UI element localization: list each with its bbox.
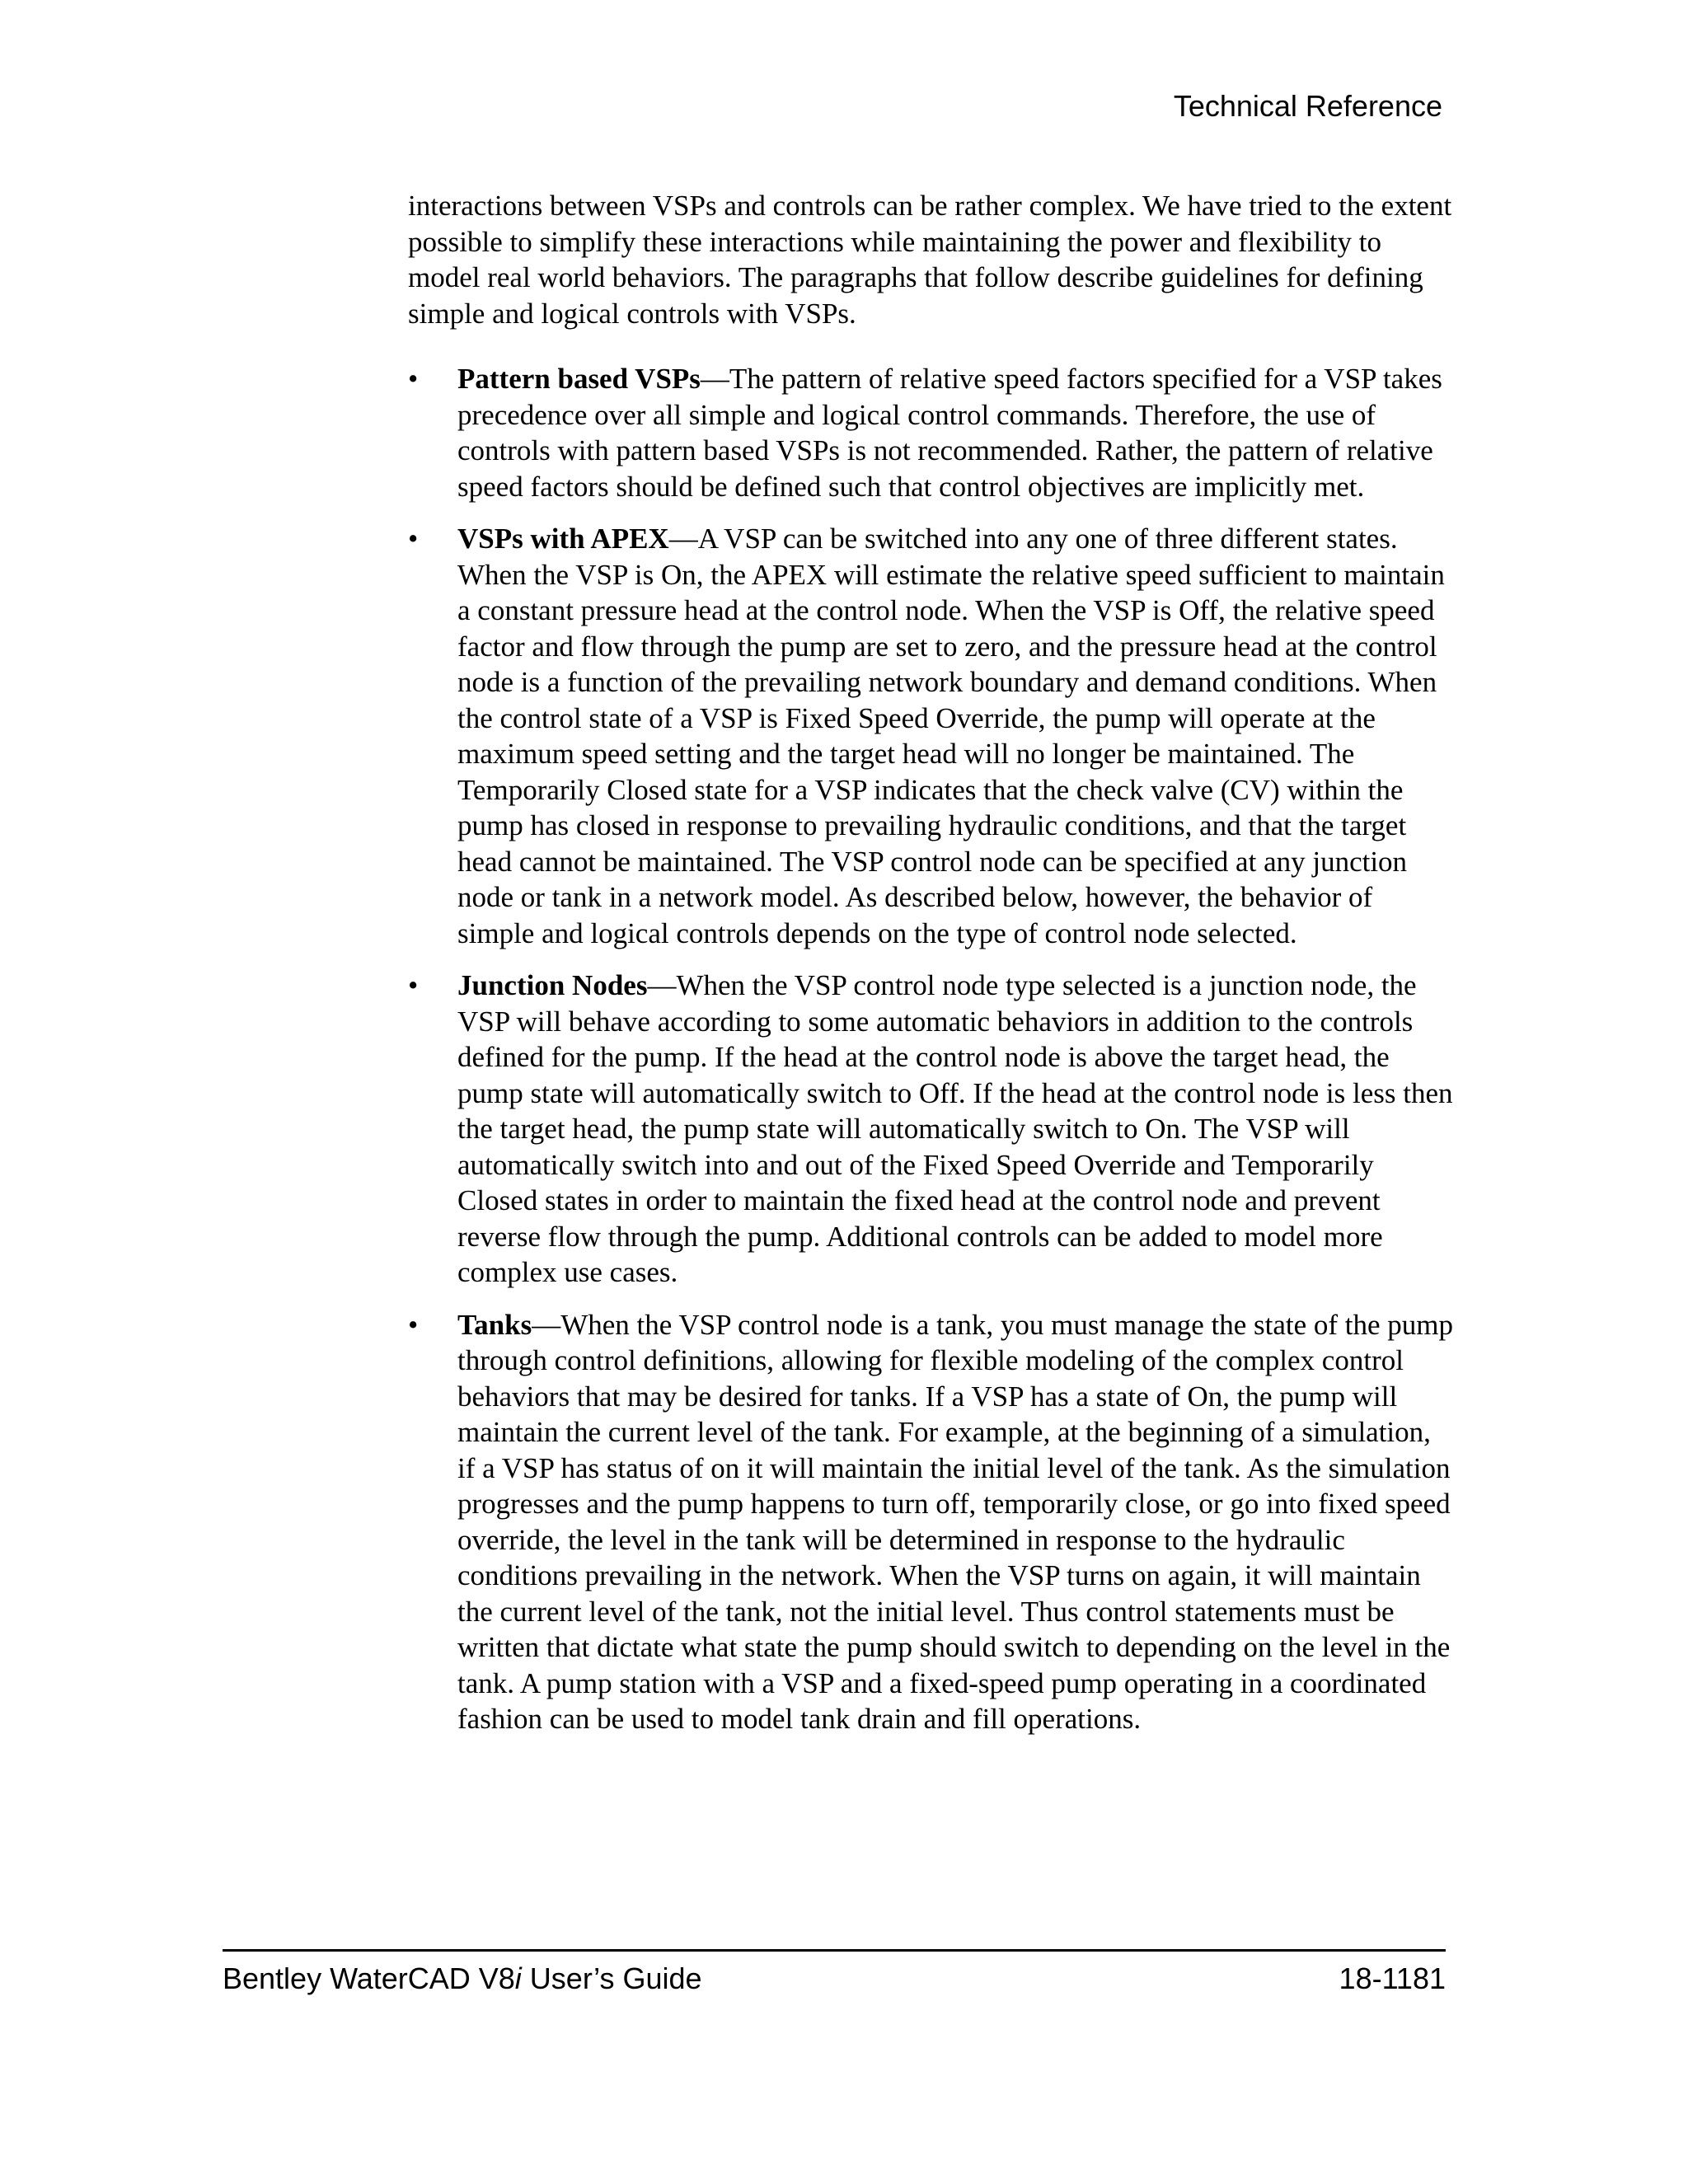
- footer-rule: [223, 1949, 1446, 1952]
- intro-paragraph: interactions between VSPs and controls can be rather complex. We have tried to the extent possible to simplify these interactions while maintaining the power and flexibility to model real world behaviors. The paragraphs that follow describe guidelines for defining simple and logical controls with VSPs.: [408, 190, 1452, 330]
- footer-title-suffix: User’s Guide: [521, 1961, 702, 1995]
- bullet-text: —The pattern of relative speed factors specified for a VSP takes precedence over all simple and logical control commands. Therefore, the use of controls with pattern based VSPs is not recommended. Rather, the pattern of relative speed factors should be defined such that control objectives are implicitly met.: [457, 363, 1442, 503]
- running-head: Technical Reference: [1173, 89, 1442, 123]
- bullet-text: —When the VSP control node type selected is a junction node, the VSP will behave according to some automatic behaviors in addition to the controls defined for the pump. If the head at the control node is above the target head, the pump state will automatically switch to Off. If the head at the control node is less then the target head, the pump state will automatically switch to On. The VSP will automatically switch into and out of the Fixed Speed Override and Temporarily Closed states in order to maintain the fixed head at the control node and prevent reverse flow through the pump. Additional controls can be added to model more complex use cases.: [457, 969, 1453, 1288]
- bullet-marker: •: [408, 363, 419, 395]
- body-text: [408, 188, 1455, 1754]
- bullet-marker: •: [408, 969, 419, 1001]
- bullet-marker: •: [408, 523, 419, 555]
- bullet-list: [408, 361, 1455, 1737]
- bullet-term: Tanks: [457, 1308, 532, 1341]
- footer-title-prefix: Bentley WaterCAD V8: [223, 1961, 515, 1995]
- bullet-text: —A VSP can be switched into any one of three different states. When the VSP is On, the APEX will estimate the relative speed sufficient to maintain a constant pressure head at the control node. When the VSP is Off, the relative speed factor and flow through the pump are set to zero, and the pressure head at the control node is a function of the prevailing network boundary and demand conditions. When the control state of a VSP is Fixed Speed Override, the pump will operate at the maximum speed setting and the target head will no longer be maintained. The Temporarily Closed state for a VSP indicates that the check valve (CV) within the pump has closed in response to prevailing hydraulic conditions, and that the target head cannot be maintained. The VSP control node can be specified at any junction node or tank in a network model. As described below, however, the behavior of simple and logical controls depends on the type of control node selected.: [457, 523, 1445, 949]
- bullet-marker: •: [408, 1308, 419, 1341]
- page-number: 18-1181: [1339, 1961, 1446, 1995]
- bullet-text: —When the VSP control node is a tank, you must manage the state of the pump through control definitions, allowing for flexible modeling of the complex control behaviors that may be desired for tanks. If a VSP has a state of On, the pump will maintain the current level of the tank. For example, at the beginning of a simulation, if a VSP has status of on it will maintain the initial level of the tank. As the simulation progresses and the pump happens to turn off, temporarily close, or go into fixed speed override, the level in the tank will be determined in response to the hydraulic conditions prevailing in the network. When the VSP turns on again, it will maintain the current level of the tank, not the initial level. Thus control statements must be written that dictate what state the pump should switch to depending on the level in the tank. A pump station with a VSP and a fixed-speed pump operating in a coordinated fashion can be used to model tank drain and fill operations.: [457, 1308, 1454, 1735]
- bullet-term: VSPs with APEX: [457, 523, 669, 555]
- footer-title: [223, 1961, 702, 1996]
- list-item: [408, 1307, 1455, 1737]
- list-item: [408, 968, 1455, 1291]
- bullet-term: Pattern based VSPs: [457, 363, 701, 395]
- bullet-term: Junction Nodes: [457, 969, 648, 1001]
- list-item: [408, 361, 1455, 504]
- list-item: [408, 521, 1455, 951]
- footer-title-italic: i: [514, 1961, 522, 1995]
